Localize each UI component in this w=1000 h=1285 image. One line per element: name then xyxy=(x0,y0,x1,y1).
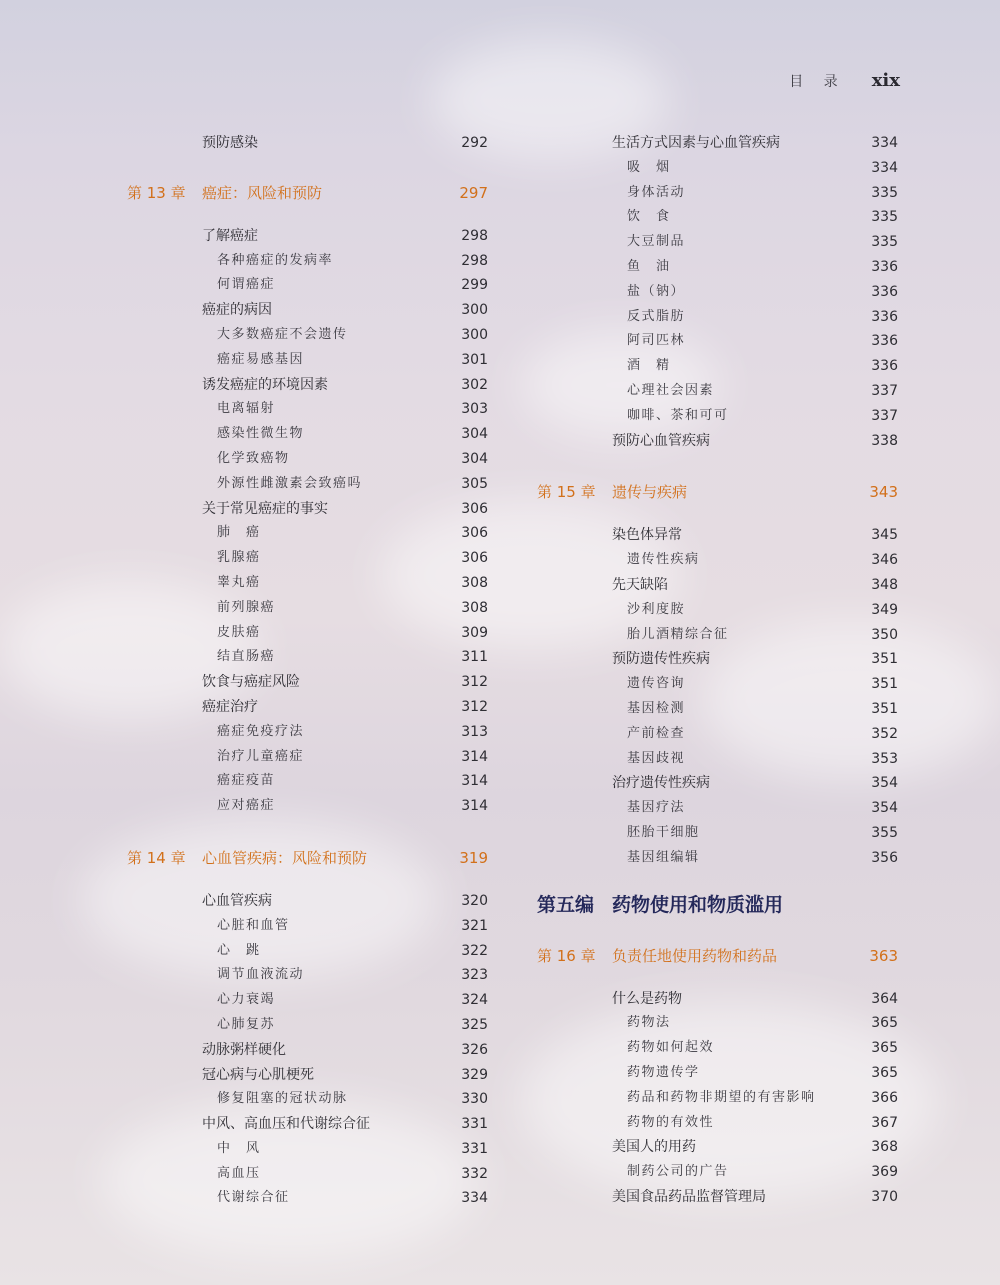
entry-title: 饮 食 xyxy=(627,209,671,225)
entry-title: 心肺复苏 xyxy=(217,1016,276,1032)
toc-section-entry[interactable] xyxy=(127,497,488,522)
entry-page-number: 324 xyxy=(461,992,488,1009)
entry-page-number: 320 xyxy=(461,892,488,909)
toc-subsection-entry[interactable] xyxy=(537,846,898,871)
toc-section-entry[interactable] xyxy=(537,771,898,796)
entry-title: 染色体异常 xyxy=(612,527,682,544)
toc-spacer xyxy=(127,819,488,833)
toc-right-column xyxy=(537,131,898,1210)
entry-title: 心理社会因素 xyxy=(627,382,715,398)
entry-page-number: 366 xyxy=(871,1089,898,1106)
toc-label: 目 录 xyxy=(789,74,846,90)
entry-page-number: 364 xyxy=(871,990,898,1007)
toc-subsection-entry[interactable] xyxy=(127,939,488,964)
entry-title: 生活方式因素与心血管疾病 xyxy=(612,135,780,151)
entry-page-number: 326 xyxy=(461,1041,488,1058)
entry-title: 关于常见癌症的事实 xyxy=(202,500,328,517)
entry-title: 负责任地使用药物和药品 xyxy=(612,946,778,965)
toc-section-entry[interactable] xyxy=(127,1038,488,1063)
toc-section-entry[interactable] xyxy=(537,573,898,598)
toc-subsection-entry[interactable] xyxy=(537,672,898,697)
entry-page-number: 306 xyxy=(461,500,488,517)
entry-title: 咖啡、茶和可可 xyxy=(627,407,729,423)
toc-chapter-entry[interactable] xyxy=(127,168,488,218)
entry-title: 沙利度胺 xyxy=(627,601,686,617)
entry-page-number: 332 xyxy=(461,1165,488,1182)
toc-subsection-entry[interactable] xyxy=(537,821,898,846)
entry-page-number: 338 xyxy=(871,432,898,449)
entry-title: 预防感染 xyxy=(202,135,258,151)
entry-page-number: 337 xyxy=(871,382,898,399)
toc-subsection-entry[interactable] xyxy=(537,329,898,354)
toc-subsection-entry[interactable] xyxy=(127,1013,488,1038)
entry-title: 癌症免疫疗法 xyxy=(217,723,305,739)
toc-subsection-entry[interactable] xyxy=(537,1160,898,1185)
toc-subsection-entry[interactable] xyxy=(127,422,488,447)
entry-title: 盐（钠） xyxy=(627,283,686,299)
toc-chapter-entry[interactable] xyxy=(537,931,898,981)
toc-subsection-entry[interactable] xyxy=(127,348,488,373)
toc-spacer xyxy=(537,453,898,467)
toc-subsection-entry[interactable] xyxy=(127,447,488,472)
entry-title: 基因歧视 xyxy=(627,750,686,766)
toc-subsection-entry[interactable] xyxy=(127,645,488,670)
entry-title: 吸 烟 xyxy=(627,159,671,175)
entry-page-number: 353 xyxy=(871,750,898,767)
entry-title: 心血管疾病：风险和预防 xyxy=(202,848,368,867)
entry-title: 癌症：风险和预防 xyxy=(202,183,323,202)
entry-page-number: 351 xyxy=(871,700,898,717)
entry-page-number: 314 xyxy=(461,748,488,765)
entry-page-number: 336 xyxy=(871,358,898,375)
entry-page-number: 349 xyxy=(871,601,898,618)
toc-subsection-entry[interactable] xyxy=(127,596,488,621)
entry-title: 反式脂肪 xyxy=(627,308,686,324)
toc-subsection-entry[interactable] xyxy=(127,1162,488,1187)
entry-page-number: 331 xyxy=(461,1140,488,1157)
toc-subsection-entry[interactable] xyxy=(537,379,898,404)
entry-title: 制药公司的广告 xyxy=(627,1164,729,1180)
entry-title: 高血压 xyxy=(217,1165,261,1181)
entry-page-number: 355 xyxy=(871,824,898,841)
entry-page-number: 343 xyxy=(869,483,898,502)
entry-title: 动脉粥样硬化 xyxy=(202,1041,286,1058)
entry-title: 癌症治疗 xyxy=(202,698,258,715)
entry-title: 修复阻塞的冠状动脉 xyxy=(217,1091,348,1107)
entry-page-number: 369 xyxy=(871,1164,898,1181)
toc-chapter-entry[interactable] xyxy=(537,467,898,517)
toc-subsection-entry[interactable] xyxy=(127,249,488,274)
toc-section-entry[interactable] xyxy=(537,1185,898,1210)
entry-title: 先天缺陷 xyxy=(612,576,668,593)
entry-title: 心 跳 xyxy=(217,942,261,958)
entry-page-number: 305 xyxy=(461,475,488,492)
toc-subsection-entry[interactable] xyxy=(537,548,898,573)
entry-title: 遗传与疾病 xyxy=(612,483,688,502)
entry-page-number: 312 xyxy=(461,698,488,715)
entry-page-number: 325 xyxy=(461,1016,488,1033)
toc-subsection-entry[interactable] xyxy=(537,305,898,330)
toc-subsection-entry[interactable] xyxy=(127,621,488,646)
entry-title: 诱发癌症的环境因素 xyxy=(202,376,328,393)
entry-page-number: 322 xyxy=(461,942,488,959)
entry-page-number: 306 xyxy=(461,525,488,542)
entry-page-number: 306 xyxy=(461,550,488,567)
entry-title: 治疗遗传性疾病 xyxy=(612,775,710,792)
entry-page-number: 300 xyxy=(461,326,488,343)
entry-page-number: 297 xyxy=(459,183,488,202)
entry-page-number: 335 xyxy=(871,209,898,226)
toc-subsection-entry[interactable] xyxy=(537,181,898,206)
entry-title: 鱼 油 xyxy=(627,258,671,274)
toc-subsection-entry[interactable] xyxy=(127,720,488,745)
entry-title: 胚胎干细胞 xyxy=(627,824,700,840)
entry-title: 遗传咨询 xyxy=(627,676,686,692)
toc-subsection-entry[interactable] xyxy=(127,1186,488,1211)
entry-title: 酒 精 xyxy=(627,358,671,374)
entry-title: 什么是药物 xyxy=(612,990,682,1007)
entry-page-number: 365 xyxy=(871,1015,898,1032)
toc-section-entry[interactable] xyxy=(537,647,898,672)
entry-title: 中风、高血压和代谢综合征 xyxy=(202,1116,370,1133)
part-number: 第五编 xyxy=(537,893,595,916)
toc-subsection-entry[interactable] xyxy=(127,914,488,939)
entry-page-number: 346 xyxy=(871,552,898,569)
page-header xyxy=(789,70,900,94)
toc-section-entry[interactable] xyxy=(537,131,898,156)
entry-title: 感染性微生物 xyxy=(217,426,305,442)
toc-subsection-entry[interactable] xyxy=(537,1086,898,1111)
entry-title: 应对癌症 xyxy=(217,798,276,814)
entry-page-number: 329 xyxy=(461,1066,488,1083)
entry-page-number: 301 xyxy=(461,351,488,368)
toc-subsection-entry[interactable] xyxy=(127,521,488,546)
entry-title: 癌症的病因 xyxy=(202,302,272,319)
entry-page-number: 312 xyxy=(461,674,488,691)
toc-subsection-entry[interactable] xyxy=(127,273,488,298)
toc-chapter-entry[interactable] xyxy=(127,833,488,883)
entry-title: 基因疗法 xyxy=(627,800,686,816)
entry-page-number: 336 xyxy=(871,308,898,325)
entry-title: 了解癌症 xyxy=(202,227,258,244)
toc-subsection-entry[interactable] xyxy=(127,988,488,1013)
toc-section-entry[interactable] xyxy=(127,373,488,398)
entry-title: 外源性雌激素会致癌吗 xyxy=(217,475,363,491)
entry-title: 调节血液流动 xyxy=(217,967,305,983)
entry-page-number: 351 xyxy=(871,651,898,668)
entry-title: 各种癌症的发病率 xyxy=(217,252,334,268)
toc-subsection-entry[interactable] xyxy=(537,205,898,230)
entry-page-number: 323 xyxy=(461,967,488,984)
entry-page-number: 345 xyxy=(871,527,898,544)
toc-section-entry[interactable] xyxy=(127,1112,488,1137)
entry-title: 胎儿酒精综合征 xyxy=(627,626,729,642)
entry-page-number: 304 xyxy=(461,450,488,467)
entry-page-number: 319 xyxy=(459,848,488,867)
entry-title: 前列腺癌 xyxy=(217,599,276,615)
entry-page-number: 354 xyxy=(871,775,898,792)
toc-subsection-entry[interactable] xyxy=(127,472,488,497)
entry-page-number: 367 xyxy=(871,1114,898,1131)
entry-title: 阿司匹林 xyxy=(627,333,686,349)
entry-title: 遗传性疾病 xyxy=(627,552,700,568)
entry-page-number: 308 xyxy=(461,599,488,616)
entry-page-number: 334 xyxy=(461,1190,488,1207)
page-number: xix xyxy=(871,70,900,91)
entry-page-number: 303 xyxy=(461,401,488,418)
entry-title: 癌症易感基因 xyxy=(217,351,305,367)
entry-page-number: 308 xyxy=(461,574,488,591)
entry-title: 基因检测 xyxy=(627,700,686,716)
toc-section-entry[interactable] xyxy=(537,523,898,548)
toc-section-entry[interactable] xyxy=(537,987,898,1012)
toc-subsection-entry[interactable] xyxy=(537,722,898,747)
entry-page-number: 350 xyxy=(871,626,898,643)
entry-title: 癌症疫苗 xyxy=(217,773,276,789)
entry-title: 药物遗传学 xyxy=(627,1064,700,1080)
entry-page-number: 365 xyxy=(871,1040,898,1057)
entry-page-number: 351 xyxy=(871,676,898,693)
entry-title: 结直肠癌 xyxy=(217,649,276,665)
toc-section-entry[interactable] xyxy=(127,695,488,720)
toc-subsection-entry[interactable] xyxy=(537,1011,898,1036)
entry-page-number: 309 xyxy=(461,624,488,641)
entry-title: 身体活动 xyxy=(627,184,686,200)
entry-page-number: 298 xyxy=(461,252,488,269)
entry-page-number: 336 xyxy=(871,283,898,300)
entry-page-number: 314 xyxy=(461,773,488,790)
toc-section-entry[interactable] xyxy=(537,1135,898,1160)
entry-page-number: 365 xyxy=(871,1064,898,1081)
entry-title: 药物的有效性 xyxy=(627,1114,715,1130)
entry-page-number: 331 xyxy=(461,1116,488,1133)
entry-title: 心血管疾病 xyxy=(202,892,272,909)
entry-title: 药物使用和物质滥用 xyxy=(612,893,784,916)
entry-page-number: 300 xyxy=(461,302,488,319)
toc-section-entry[interactable] xyxy=(127,131,488,156)
entry-page-number: 313 xyxy=(461,723,488,740)
entry-page-number: 299 xyxy=(461,277,488,294)
entry-title: 肺 癌 xyxy=(217,525,261,541)
entry-page-number: 336 xyxy=(871,333,898,350)
chapter-number: 第 13 章 xyxy=(127,183,186,202)
entry-title: 心力衰竭 xyxy=(217,992,276,1008)
entry-page-number: 335 xyxy=(871,184,898,201)
entry-title: 何谓癌症 xyxy=(217,277,276,293)
entry-title: 大豆制品 xyxy=(627,234,686,250)
entry-title: 美国食品药品监督管理局 xyxy=(612,1188,766,1205)
entry-title: 产前检查 xyxy=(627,725,686,741)
toc-subsection-entry[interactable] xyxy=(537,697,898,722)
entry-title: 药物如何起效 xyxy=(627,1040,715,1056)
toc-subsection-entry[interactable] xyxy=(127,571,488,596)
entry-page-number: 370 xyxy=(871,1188,898,1205)
toc-subsection-entry[interactable] xyxy=(127,769,488,794)
toc-subsection-entry[interactable] xyxy=(537,1061,898,1086)
toc-subsection-entry[interactable] xyxy=(127,963,488,988)
toc-subsection-entry[interactable] xyxy=(127,1137,488,1162)
chapter-number: 第 16 章 xyxy=(537,946,596,965)
toc-subsection-entry[interactable] xyxy=(537,747,898,772)
toc-subsection-entry[interactable] xyxy=(537,156,898,181)
entry-title: 大多数癌症不会遗传 xyxy=(217,326,348,342)
entry-page-number: 292 xyxy=(461,135,488,151)
entry-page-number: 302 xyxy=(461,376,488,393)
entry-title: 化学致癌物 xyxy=(217,450,290,466)
entry-page-number: 335 xyxy=(871,234,898,251)
toc-subsection-entry[interactable] xyxy=(127,397,488,422)
toc-subsection-entry[interactable] xyxy=(537,280,898,305)
toc-part-heading xyxy=(537,879,898,931)
entry-title: 美国人的用药 xyxy=(612,1139,696,1156)
entry-page-number: 330 xyxy=(461,1091,488,1108)
toc-section-entry[interactable] xyxy=(127,224,488,249)
toc-subsection-entry[interactable] xyxy=(127,546,488,571)
entry-title: 药物法 xyxy=(627,1015,671,1031)
toc-subsection-entry[interactable] xyxy=(537,404,898,429)
chapter-number: 第 14 章 xyxy=(127,848,186,867)
entry-title: 睾丸癌 xyxy=(217,574,261,590)
toc-subsection-entry[interactable] xyxy=(537,623,898,648)
entry-page-number: 304 xyxy=(461,426,488,443)
toc-section-entry[interactable] xyxy=(127,298,488,323)
entry-title: 冠心病与心肌梗死 xyxy=(202,1066,314,1083)
entry-title: 预防遗传性疾病 xyxy=(612,651,710,668)
entry-page-number: 363 xyxy=(869,946,898,965)
entry-title: 中 风 xyxy=(217,1140,261,1156)
entry-title: 基因组编辑 xyxy=(627,849,700,865)
toc-subsection-entry[interactable] xyxy=(537,598,898,623)
entry-title: 代谢综合征 xyxy=(217,1190,290,1206)
toc-subsection-entry[interactable] xyxy=(537,796,898,821)
entry-page-number: 368 xyxy=(871,1139,898,1156)
toc-subsection-entry[interactable] xyxy=(537,255,898,280)
toc-subsection-entry[interactable] xyxy=(127,745,488,770)
entry-page-number: 321 xyxy=(461,917,488,934)
toc-subsection-entry[interactable] xyxy=(537,1111,898,1136)
entry-title: 心脏和血管 xyxy=(217,917,290,933)
entry-page-number: 334 xyxy=(871,159,898,176)
entry-title: 乳腺癌 xyxy=(217,550,261,566)
entry-page-number: 348 xyxy=(871,576,898,593)
entry-page-number: 356 xyxy=(871,849,898,866)
toc-section-entry[interactable] xyxy=(127,1063,488,1088)
entry-page-number: 311 xyxy=(461,649,488,666)
entry-page-number: 337 xyxy=(871,407,898,424)
toc-subsection-entry[interactable] xyxy=(127,1087,488,1112)
entry-title: 饮食与癌症风险 xyxy=(202,674,300,691)
entry-page-number: 336 xyxy=(871,258,898,275)
toc-section-entry[interactable] xyxy=(537,429,898,454)
toc-subsection-entry[interactable] xyxy=(537,230,898,255)
entry-title: 药品和药物非期望的有害影响 xyxy=(627,1089,816,1105)
toc-subsection-entry[interactable] xyxy=(537,1036,898,1061)
entry-page-number: 354 xyxy=(871,800,898,817)
entry-page-number: 352 xyxy=(871,725,898,742)
entry-title: 预防心血管疾病 xyxy=(612,432,710,449)
entry-page-number: 298 xyxy=(461,227,488,244)
toc-subsection-entry[interactable] xyxy=(127,323,488,348)
entry-title: 治疗儿童癌症 xyxy=(217,748,305,764)
toc-section-entry[interactable] xyxy=(127,889,488,914)
toc-section-entry[interactable] xyxy=(127,670,488,695)
entry-page-number: 334 xyxy=(871,135,898,151)
entry-title: 电离辐射 xyxy=(217,401,276,417)
toc-subsection-entry[interactable] xyxy=(537,354,898,379)
entry-page-number: 314 xyxy=(461,798,488,815)
toc-left-column xyxy=(127,131,488,1211)
entry-title: 皮肤癌 xyxy=(217,624,261,640)
chapter-number: 第 15 章 xyxy=(537,483,596,502)
toc-subsection-entry[interactable] xyxy=(127,794,488,819)
